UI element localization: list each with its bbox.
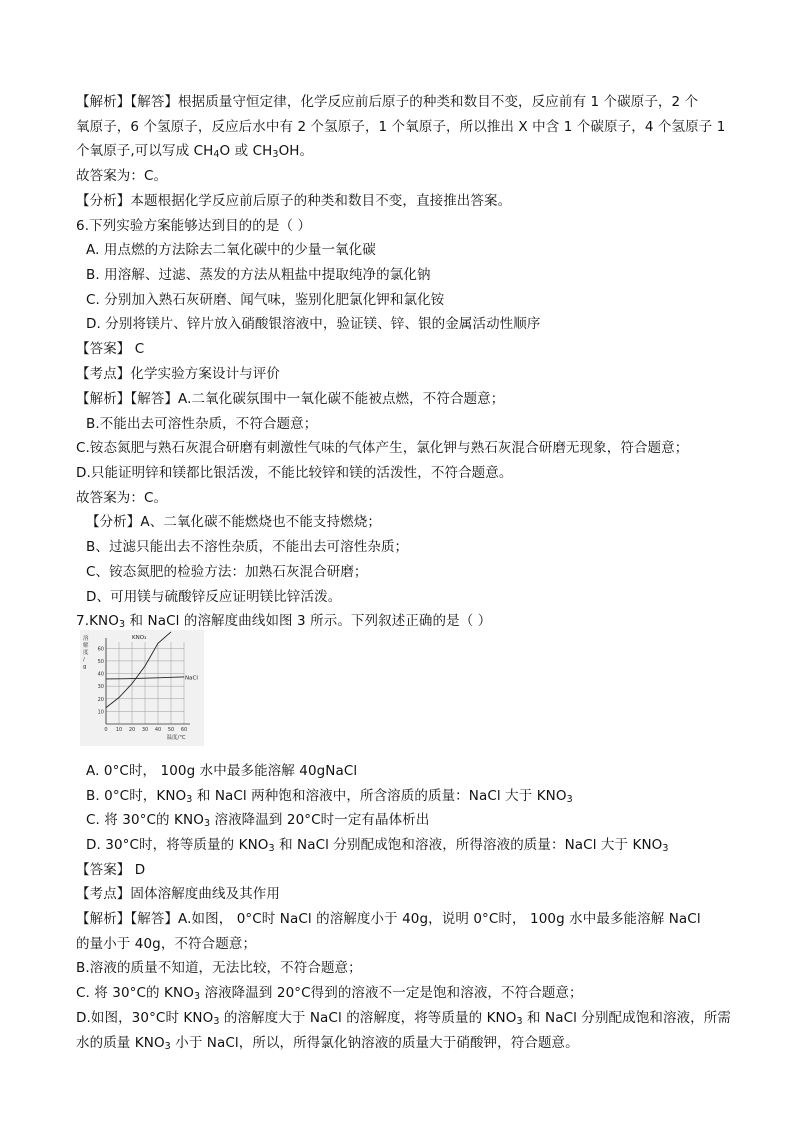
text-line: C. 分别加入熟石灰研磨、闻气味，鉴别化肥氯化钾和氯化铵 xyxy=(86,292,445,308)
text-line: C. 将 30°C的 $KNO_3$ 溶液降温到 20°C得到的溶液不一定是饱和溶液，不符合题意； xyxy=(76,985,583,1002)
text-line: $7.KNO_3$ 和 NaCl 的溶解度曲线如图 3 所示。下列叙述正确的是（ ） xyxy=(76,613,492,630)
text-line: 故答案为：C。 xyxy=(76,490,168,506)
solubility-curve-chart xyxy=(80,630,204,746)
x-tick-label: 30 xyxy=(141,727,149,733)
text-line: C、铵态氮肥的检验方法：加熟石灰混合研磨； xyxy=(86,564,368,580)
y-tick-label: 40 xyxy=(97,671,104,678)
text-line: B、过滤只能出去不溶性杂质，不能出去可溶性杂质； xyxy=(86,539,409,555)
x-axis-label: 温度/℃ xyxy=(166,735,186,741)
x-tick-label: 60 xyxy=(180,727,188,733)
y-axis-label: 溶解度/ g xyxy=(83,636,89,670)
text-line: D. 分别将镁片、锌片放入硝酸银溶液中，验证镁、锌、银的金属活动性顺序 xyxy=(86,316,541,332)
text-line: A. 用点燃的方法除去二氧化碳中的少量一氧化碳 xyxy=(86,242,376,258)
text-line: 的量小于 40g，不符合题意； xyxy=(76,936,257,952)
text-line: 【答案】 D xyxy=(76,862,146,878)
y-tick-label: 50 xyxy=(97,658,104,665)
text-line: C. 将 30°C的 $KNO_3$ 溶液降温到 20°C时一定有晶体析出 xyxy=(86,812,430,829)
text-line: 【答案】 C xyxy=(76,341,145,357)
text-line: D. 30°C时，将等质量的 $KNO_3$ 和 NaCl 分别配成饱和溶液，所得溶液的质量：NaCl 大于 $KNO_3$ xyxy=(86,837,669,854)
text-line: D.只能证明锌和镁都比银活泼，不能比较锌和镁的活泼性，不符合题意。 xyxy=(76,465,513,481)
text-line: B. 0°C时，$KNO_3$ 和 NaCl 两种饱和溶液中，所含溶质的质量：NaCl 大于 $KNO_3$ xyxy=(86,788,573,805)
y-tick-label: 60 xyxy=(97,646,104,653)
text-line: 氧原子，6 个氢原子，反应后水中有 2 个氢原子，1 个氧原子，所以推出 X 中含 1 个碳原子，4 个氢原子 1 xyxy=(76,119,726,135)
text-line: B. 用溶解、过滤、蒸发的方法从粗盐中提取纯净的氯化钠 xyxy=(86,267,431,283)
text-line: A. 0°C时， 100g 水中最多能溶解 40gNaCl xyxy=(86,763,358,779)
text-line: B.不能出去可溶性杂质，不符合题意； xyxy=(86,416,318,432)
x-tick-label: 0 xyxy=(104,727,108,733)
text-line: B.溶液的质量不知道，无法比较，不符合题意； xyxy=(76,960,362,976)
text-line: 故答案为：C。 xyxy=(76,168,168,184)
text-line: 【解析】【解答】根据质量守恒定律，化学反应前后原子的种类和数目不变，反应前有 1 个碳原子，2 个 xyxy=(76,94,699,110)
y-tick-label: 30 xyxy=(97,684,104,691)
x-tick-label: 40 xyxy=(154,727,162,733)
series-label: KNO₃ xyxy=(132,635,147,641)
y-tick-label: 20 xyxy=(97,696,104,703)
text-line: 【分析】A、二氧化碳不能燃烧也不能支持燃烧； xyxy=(86,514,381,530)
x-tick-label: 10 xyxy=(115,727,123,733)
text-line: 个氧原子,可以写成 $CH_4O$ 或 $CH_3OH$。 xyxy=(76,143,314,160)
text-line: D、可用镁与硫酸锌反应证明镁比锌活泼。 xyxy=(86,589,342,605)
text-line: 【解析】【解答】A.二氧化碳氛围中一氧化碳不能被点燃，不符合题意； xyxy=(76,391,505,407)
text-line: 【解析】【解答】A.如图， 0°C时 NaCl 的溶解度小于 40g，说明 0°C时， 100g 水中最多能溶解 NaCl xyxy=(76,911,701,927)
text-line: 6.下列实验方案能够达到目的的是（ ） xyxy=(76,218,312,234)
text-line: 【考点】固体溶解度曲线及其作用 xyxy=(76,886,280,902)
x-tick-label: 50 xyxy=(167,727,175,733)
y-tick-label: 10 xyxy=(97,709,104,716)
text-line: C.铵态氮肥与熟石灰混合研磨有刺激性气味的气体产生，氯化钾与熟石灰混合研磨无现象，符合题意； xyxy=(76,440,689,456)
text-line: D.如图，30°C时 $KNO_3$ 的溶解度大于 NaCl 的溶解度，将等质量的 $KNO_3$ 和 NaCl 分别配成饱和溶液，所需 xyxy=(76,1010,731,1027)
series-label: NaCl xyxy=(185,675,198,682)
text-line: 【分析】本题根据化学反应前后原子的种类和数目不变，直接推出答案。 xyxy=(76,193,512,209)
text-line: 【考点】化学实验方案设计与评价 xyxy=(76,366,280,382)
text-line: 水的质量 $KNO_3$ 小于 NaCl，所以，所得氯化钠溶液的质量大于硝酸钾，符合题意。 xyxy=(76,1035,579,1052)
x-tick-label: 20 xyxy=(128,727,136,733)
